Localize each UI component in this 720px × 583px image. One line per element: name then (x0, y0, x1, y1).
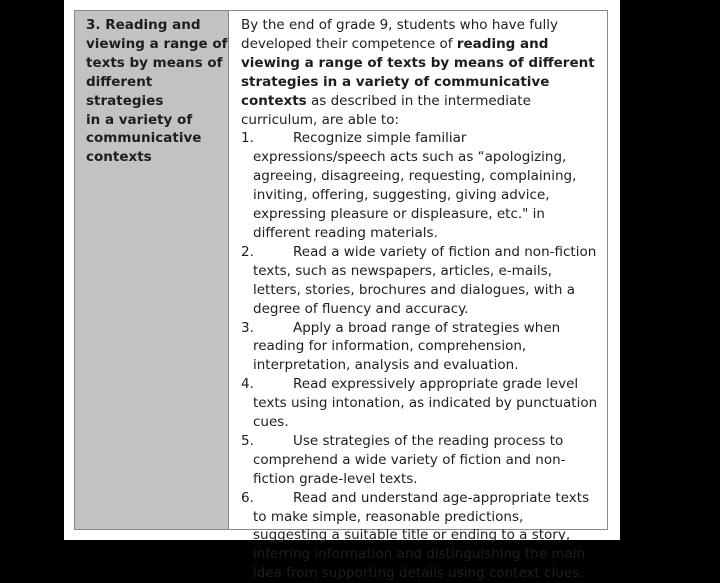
list-item (241, 489, 599, 583)
list-item (241, 129, 599, 242)
intro-text-end: as described in the intermediate curriculum, are able to: (241, 92, 531, 128)
competency-table (74, 10, 608, 582)
item-text: Use strategies of the reading process to comprehend a wide variety of fiction and non-fiction grade-level texts. (253, 432, 566, 487)
outcomes-list (241, 129, 599, 583)
intro-text: By the end of grade 9, students who have fully developed their competence of (241, 17, 559, 52)
item-number: 5. (241, 432, 254, 449)
description-cell (229, 11, 607, 582)
list-item (241, 319, 599, 376)
criterion-cell (75, 11, 229, 529)
list-item (241, 432, 599, 489)
item-number: 1. (241, 130, 254, 147)
list-item (241, 375, 599, 432)
item-number: 4. (241, 376, 254, 393)
item-number: 6. (241, 489, 254, 506)
intro-emphasis: reading and viewing a range of texts by means of different strategies in a variety of communicative contexts (241, 35, 595, 109)
item-number: 3. (241, 319, 254, 336)
item-number: 2. (241, 243, 254, 260)
item-text: Read and understand age-appropriate texts to make simple, reasonable predictions, suggesting a suitable title or ending to a story, inferring information and distinguishing the main idea from supporting details using context clues. (253, 489, 590, 582)
item-text: Read expressively appropriate grade level texts using intonation, as indicated by punctuation cues. (253, 376, 598, 431)
item-text: Apply a broad range of strategies when reading for information, comprehension, interpretation, analysis and evaluation. (253, 319, 561, 374)
intro-paragraph (241, 16, 599, 129)
list-item (241, 243, 599, 319)
criterion-title: 3. Reading and viewing a range of texts by means of different strategies in a variety of communicative contexts (86, 17, 228, 166)
item-text: Recognize simple familiar expressions/speech acts such as “apologizing, agreeing, disagreeing, requesting, complaining, inviting, offering, suggesting, giving advice, expressing pleasure or displeasure, etc." in different reading materials. (253, 130, 577, 241)
item-text: Read a wide variety of fiction and non-fiction texts, such as newspapers, articles, e-mails, letters, stories, brochures and dialogues, with a degree of fluency and accuracy. (253, 243, 597, 317)
